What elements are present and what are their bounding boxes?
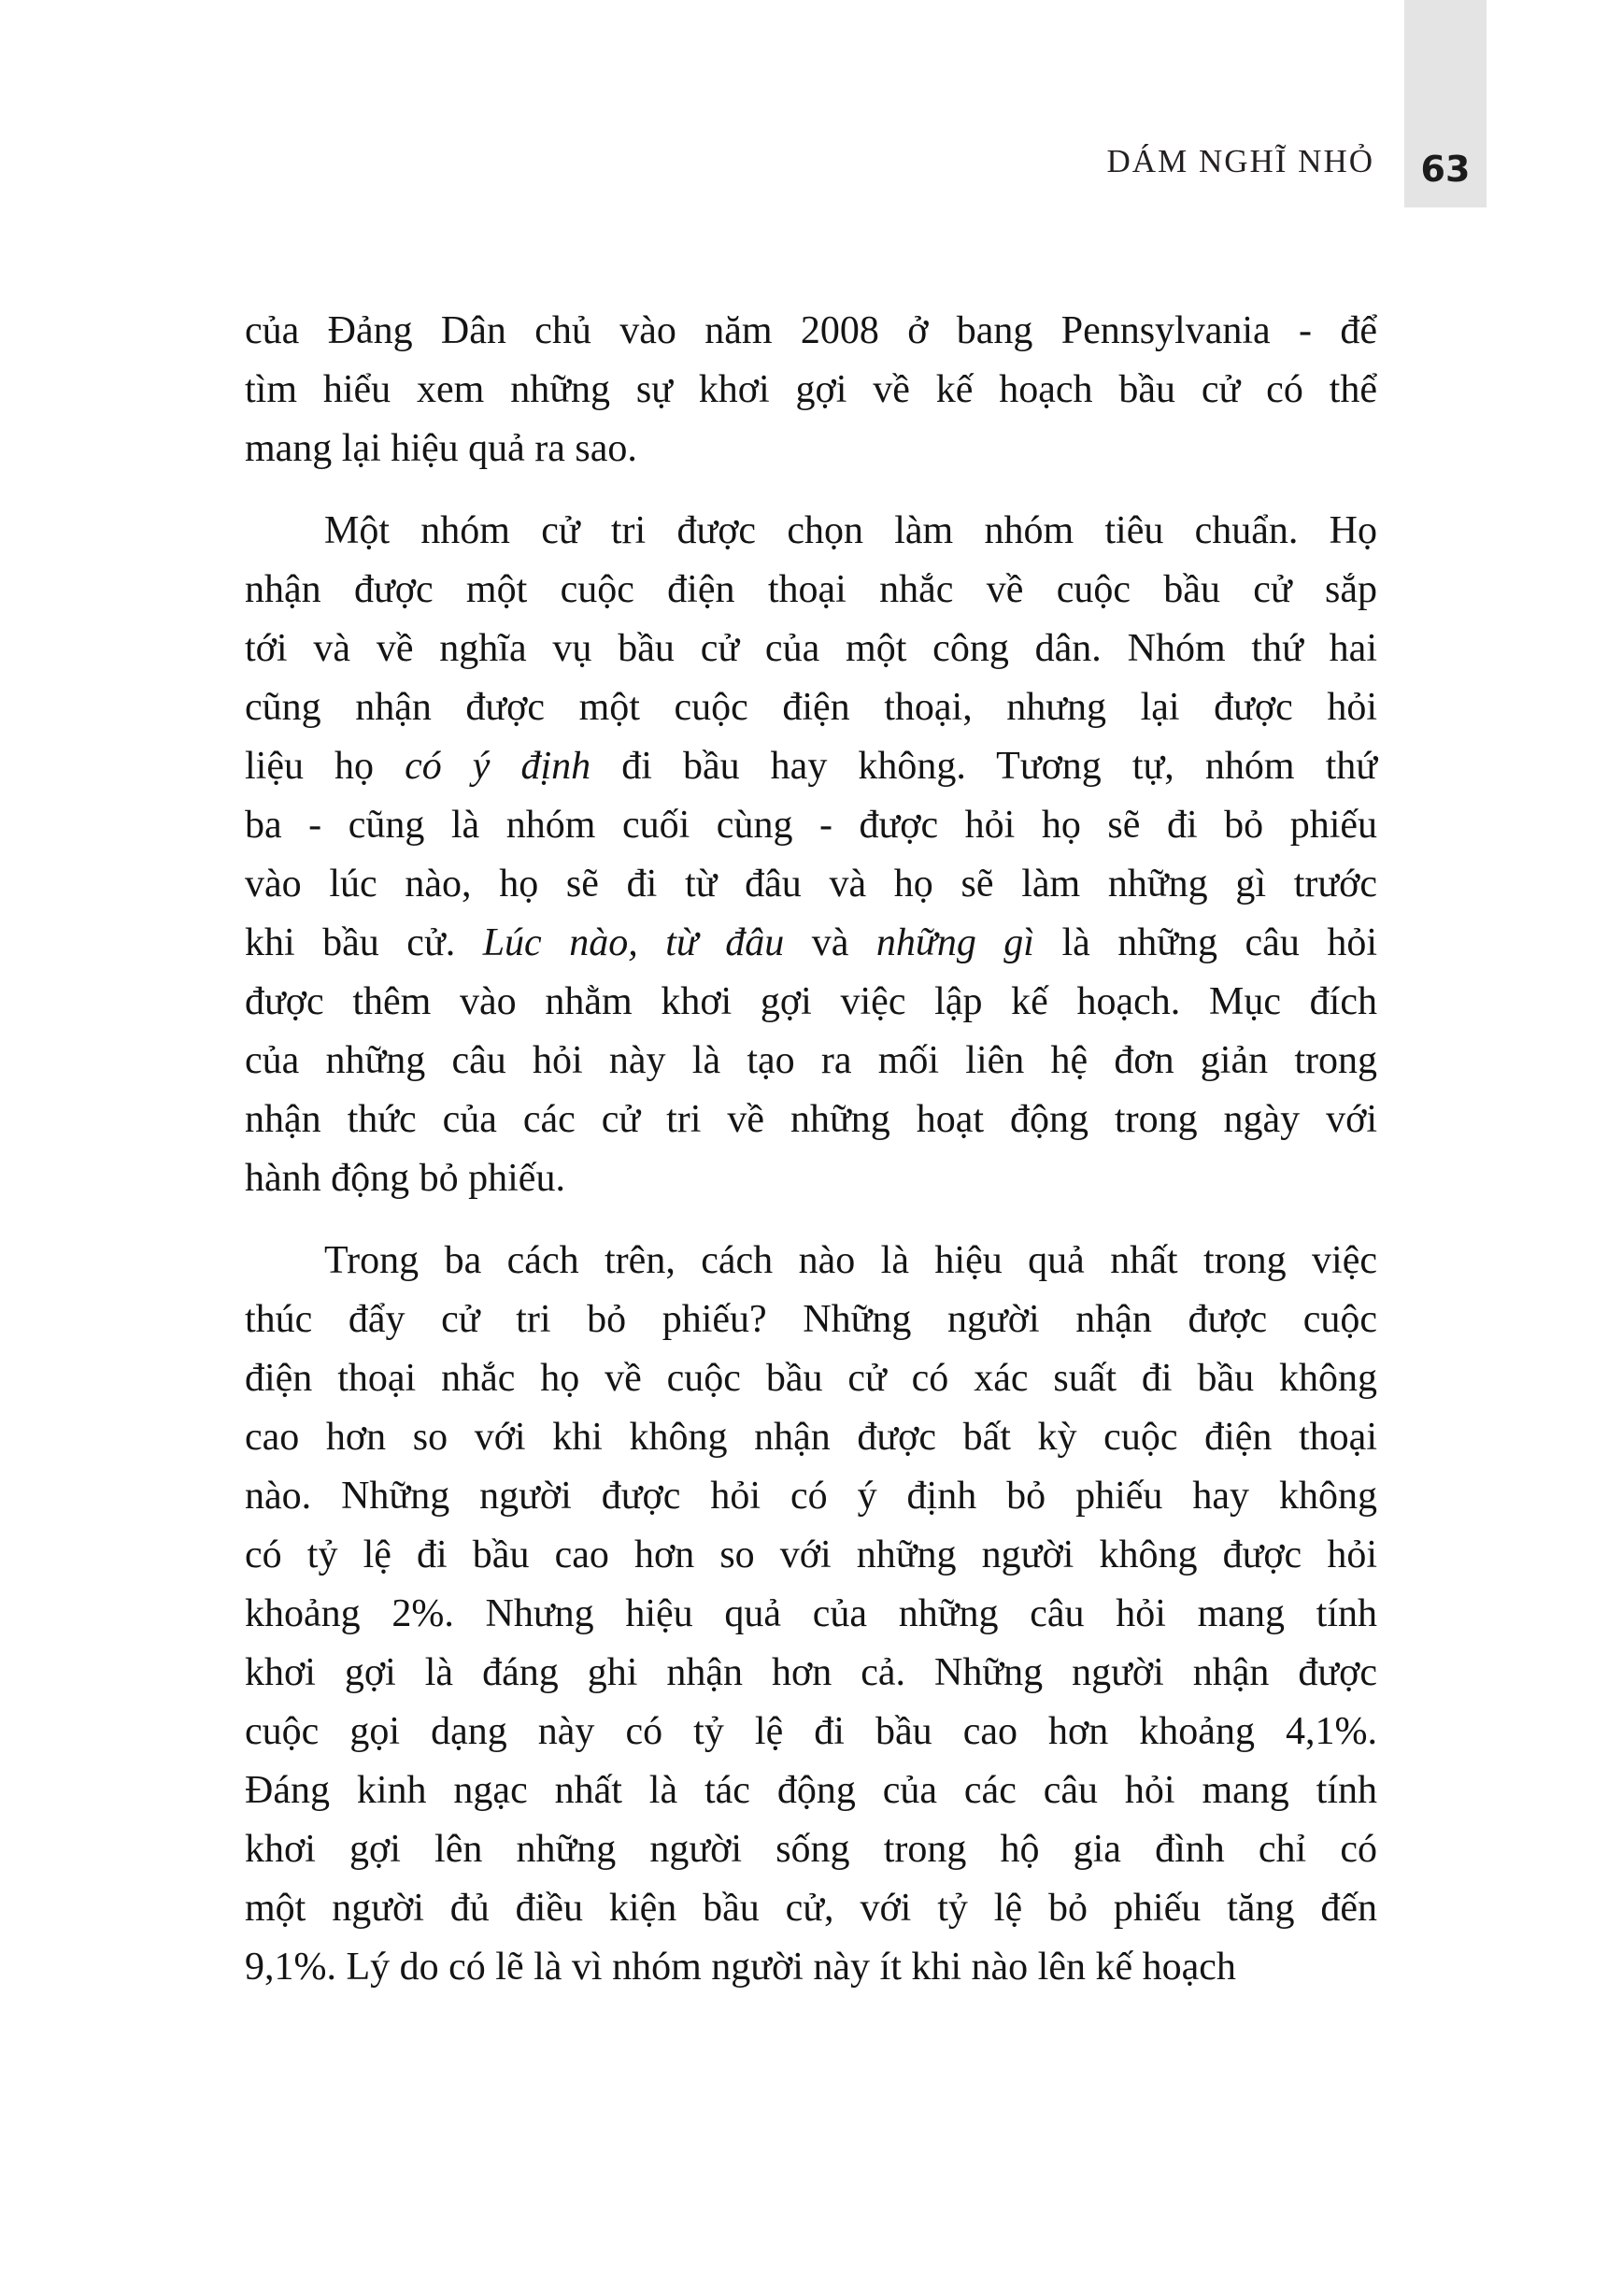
text-segment: khơi gợi là đáng ghi nhận hơn cả. Những người nhận được bbox=[245, 1651, 1377, 1694]
text-line bbox=[245, 1820, 1377, 1879]
text-line bbox=[245, 1585, 1377, 1644]
page-body bbox=[245, 302, 1377, 1997]
text-line bbox=[245, 737, 1377, 796]
text-segment: hành động bỏ phiếu. bbox=[245, 1157, 565, 1200]
text-segment: có tỷ lệ đi bầu cao hơn so với những người không được hỏi bbox=[245, 1533, 1377, 1576]
text-line bbox=[245, 1938, 1377, 1997]
text-line bbox=[245, 1032, 1377, 1091]
text-line bbox=[245, 1291, 1377, 1349]
text-line bbox=[245, 1149, 1377, 1208]
text-line bbox=[245, 1879, 1377, 1938]
text-line bbox=[245, 502, 1377, 561]
emphasized-text: có ý định bbox=[405, 745, 591, 788]
text-segment: vào lúc nào, họ sẽ đi từ đâu và họ sẽ làm những gì trước bbox=[245, 863, 1377, 906]
text-segment: cao hơn so với khi không nhận được bất kỳ cuộc điện thoại bbox=[245, 1416, 1377, 1459]
text-segment: của những câu hỏi này là tạo ra mối liên hệ đơn giản trong bbox=[245, 1039, 1377, 1082]
text-segment: nào. Những người được hỏi có ý định bỏ phiếu hay không bbox=[245, 1475, 1377, 1518]
text-line bbox=[245, 1761, 1377, 1820]
text-line bbox=[245, 302, 1377, 361]
running-head-title: DÁM NGHĨ NHỎ bbox=[1106, 143, 1374, 179]
text-line bbox=[245, 1232, 1377, 1291]
text-segment: nhận được một cuộc điện thoại nhắc về cuộc bầu cử sắp bbox=[245, 568, 1377, 611]
paragraph bbox=[245, 1232, 1377, 1997]
paragraph bbox=[245, 302, 1377, 478]
text-segment: khi bầu cử. bbox=[245, 921, 483, 964]
text-segment: thúc đẩy cử tri bỏ phiếu? Những người nhận được cuộc bbox=[245, 1298, 1377, 1341]
text-segment: một người đủ điều kiện bầu cử, với tỷ lệ bỏ phiếu tăng đến bbox=[245, 1887, 1377, 1930]
text-segment: Đáng kinh ngạc nhất là tác động của các câu hỏi mang tính bbox=[245, 1769, 1377, 1812]
text-segment: ba - cũng là nhóm cuối cùng - được hỏi họ sẽ đi bỏ phiếu bbox=[245, 804, 1377, 847]
page-number-tab bbox=[1404, 0, 1487, 207]
text-segment: đi bầu hay không. Tương tự, nhóm thứ bbox=[590, 745, 1378, 788]
text-line bbox=[245, 1644, 1377, 1703]
paragraph bbox=[245, 502, 1377, 1208]
text-line bbox=[245, 914, 1377, 973]
text-segment: cũng nhận được một cuộc điện thoại, nhưng lại được hỏi bbox=[245, 686, 1377, 729]
text-segment: mang lại hiệu quả ra sao. bbox=[245, 427, 637, 470]
text-segment: khơi gợi lên những người sống trong hộ gia đình chỉ có bbox=[245, 1828, 1377, 1871]
text-line bbox=[245, 1526, 1377, 1585]
text-segment: tìm hiểu xem những sự khơi gợi về kế hoạch bầu cử có thể bbox=[245, 368, 1377, 411]
text-segment: điện thoại nhắc họ về cuộc bầu cử có xác suất đi bầu không bbox=[245, 1357, 1377, 1400]
text-segment: Một nhóm cử tri được chọn làm nhóm tiêu chuẩn. Họ bbox=[324, 509, 1377, 552]
text-segment: khoảng 2%. Nhưng hiệu quả của những câu hỏi mang tính bbox=[245, 1592, 1377, 1635]
text-line bbox=[245, 1408, 1377, 1467]
text-line bbox=[245, 678, 1377, 737]
text-line bbox=[245, 1349, 1377, 1408]
text-line bbox=[245, 620, 1377, 678]
text-line bbox=[245, 1703, 1377, 1761]
text-segment: nhận thức của các cử tri về những hoạt động trong ngày với bbox=[245, 1098, 1377, 1141]
text-line bbox=[245, 855, 1377, 914]
text-segment: cuộc gọi dạng này có tỷ lệ đi bầu cao hơn khoảng 4,1%. bbox=[245, 1710, 1377, 1753]
emphasized-text: những gì bbox=[875, 921, 1034, 964]
text-segment: liệu họ bbox=[245, 745, 406, 788]
text-line bbox=[245, 973, 1377, 1032]
text-line bbox=[245, 420, 1377, 478]
text-segment: tới và về nghĩa vụ bầu cử của một công dân. Nhóm thứ hai bbox=[245, 627, 1377, 670]
text-segment: và bbox=[784, 921, 876, 964]
text-segment: Trong ba cách trên, cách nào là hiệu quả nhất trong việc bbox=[324, 1239, 1377, 1282]
text-segment: được thêm vào nhằm khơi gợi việc lập kế hoạch. Mục đích bbox=[245, 980, 1377, 1023]
emphasized-text: Lúc nào, từ đâu bbox=[482, 921, 785, 964]
text-line bbox=[245, 796, 1377, 855]
page-number: 63 bbox=[1420, 149, 1471, 190]
text-segment: 9,1%. Lý do có lẽ là vì nhóm người này ít khi nào lên kế hoạch bbox=[245, 1946, 1236, 1989]
text-line bbox=[245, 361, 1377, 420]
text-line bbox=[245, 1091, 1377, 1149]
text-line bbox=[245, 1467, 1377, 1526]
text-segment: là những câu hỏi bbox=[1033, 921, 1377, 964]
text-line bbox=[245, 561, 1377, 620]
text-segment: của Đảng Dân chủ vào năm 2008 ở bang Pennsylvania - để bbox=[245, 309, 1377, 352]
